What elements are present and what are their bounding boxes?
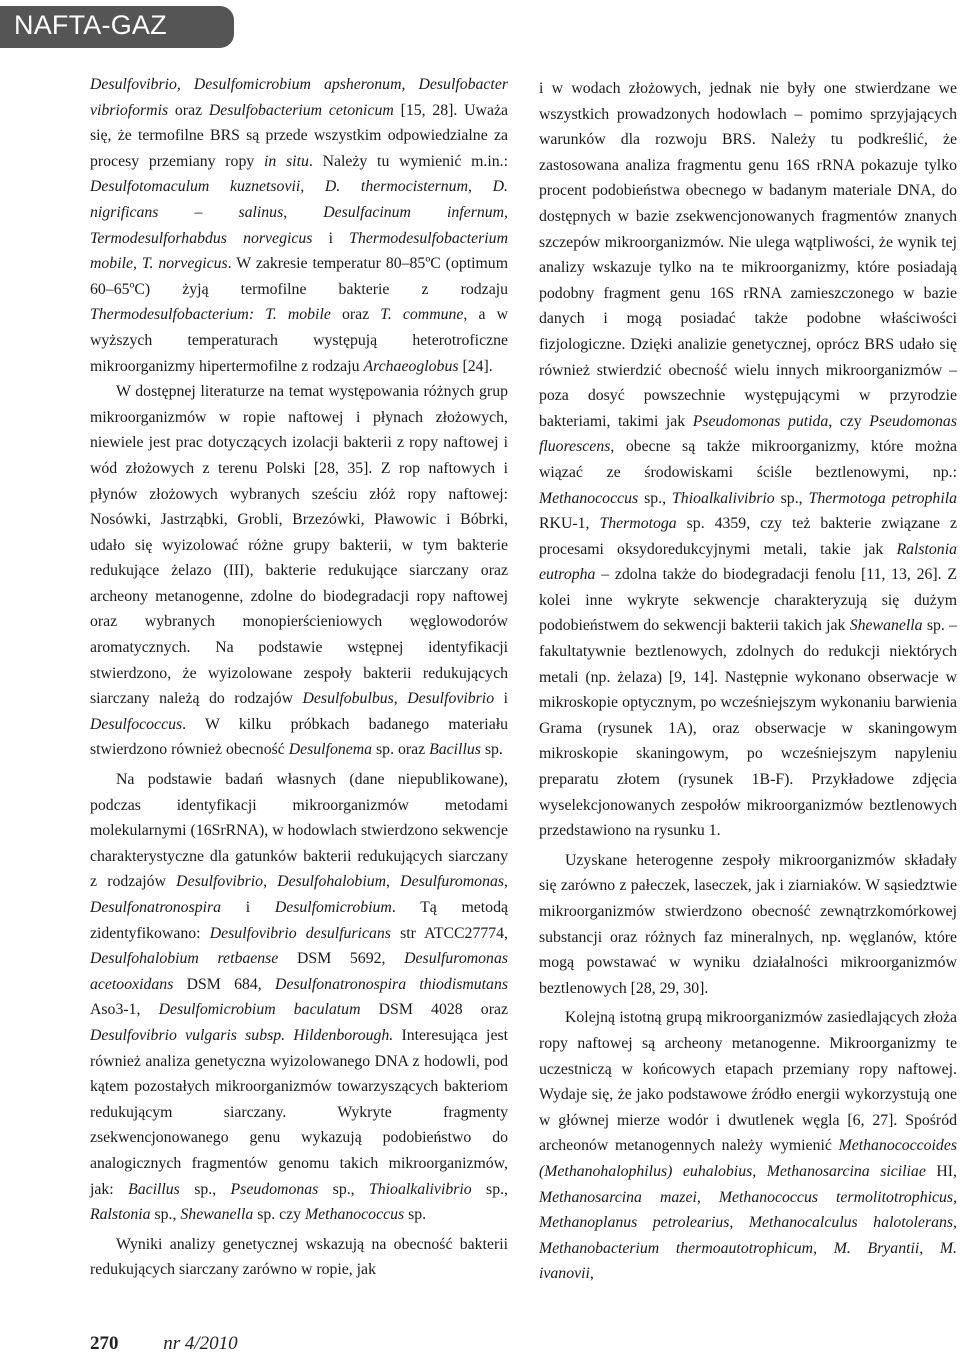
paragraph: W dostępnej literaturze na temat występowania różnych grup mikroorganizmów w ropie naftowej i płynach złożowych, niewiele jest prac dotyczących izolacji bakterii z ropy naftowej i wód złożowych z terenu Polski [28, 35]. Z rop naftowych i płynów złożowych wybranych sześciu złóż ropy naftowej: Nosówki, Jastrząbki, Grobli, Brzezówki, Pławowic i Bóbrki, udało się wyizolować różne grupy bakterii, w tym bakterie redukujące żelazo (III), bakterie redukujące siarczany oraz archeony metanogenne, zdolne do biodegradacji ropy naftowej oraz wybranych monopierścieniowych węglowodorów aromatycznych. Na podstawie wstępnej identyfikacji stwierdzono, że wyizolowane zespoły bakterii redukujących siarczany należą do rodzajów Desulfobulbus, Desulfovibrio i Desulfococcus. W kilku próbkach badanego materiału stwierdzono również obecność Desulfonema sp. oraz Bacillus sp.	[90, 383, 508, 759]
page-number: 270	[90, 1333, 119, 1354]
journal-header-tab	[0, 6, 234, 48]
paragraph: Wyniki analizy genetycznej wskazują na obecność bakterii redukujących siarczany zarówno w ropie, jak	[90, 1235, 508, 1279]
page-footer	[90, 1333, 238, 1355]
issue-label: nr 4/2010	[163, 1333, 238, 1354]
paragraph: i w wodach złożowych, jednak nie były one stwierdzane we wszystkich prowadzonych hodowlach – pomimo sprzyjających warunków dla rozwoju BRS. Należy tu podkreślić, że zastosowana analiza fragmentu genu 16S rRNA pokazuje tylko procent podobieństwa obecnego w badanym materiale DNA, do dostępnych w bazie zsekwencjonowanych fragmentów znanych szczepów mikroorganizmów. Nie ulega wątpliwości, że wynik tej analizy wskazuje tylko na te mikroorganizmy, które posiadają podobny fragment genu 16S rRNA zamieszczonego w bazie danych i mogą posiadać także podobne właściwości fizjologiczne. Dzięki analizie genetycznej, oprócz BRS udało się również stwierdzić obecność wielu innych mikroorganizmów – poza dosyć powszechnie występującymi w przyrodzie bakteriami, takimi jak Pseudomonas putida, czy Pseudomonas fluorescens, obecne są także mikroorganizmy, które można wiązać ze środowiskami ściśle beztlenowymi, np.: Methanococcus sp., Thioalkalivibrio sp., Thermotoga petrophila RKU-1, Thermotoga sp. 4359, czy też bakterie związane z procesami oksydoredukcyjnymi metali, takie jak Ralstonia eutropha – zdolna także do biodegradacji fenolu [11, 13, 26]. Z kolei inne wykryte sekwencje charakteryzują się dużym podobieństwem do sekwencji bakterii takich jak Shewanella sp. – fakultatywnie beztlenowych, zdolnych do redukcji niektórych metali (np. żelaza) [9, 14]. Następnie wykonano obserwacje w mikroskopie optycznym, po wcześniejszym wykonaniu barwienia Grama (rysunek 1A), oraz obserwacje w skaningowym mikroskopie skaningowym, po wcześniejszym napyleniu preparatu złotem (rysunek 1B-F). Przykładowe zdjęcia wyselekcjonowanych zespołów mikroorganizmów beztlenowych przedstawiono na rysunku 1.	[539, 80, 958, 840]
paragraph: Na podstawie badań własnych (dane niepublikowane), podczas identyfikacji mikroorganizmów metodami molekularnymi (16SrRNA), w hodowlach stwierdzono sekwencje charakterystyczne dla gatunków bakterii redukujących siarczany z rodzajów Desulfovibrio, Desulfohalobium, Desulfuromonas, Desulfonatronospira i Desulfomicrobium. Tą metodą zidentyfikowano: Desulfovibrio desulfuricans str ATCC27774, Desulfohalobium retbaense DSM 5692, Desulfuromonas acetooxidans DSM 684, Desulfonatronospira thiodismutans Aso3-1, Desulfomicrobium baculatum DSM 4028 oraz Desulfovibrio vulgaris subsp. Hildenborough. Interesująca jest również analiza genetyczna wyizolowanego DNA z hodowli, pod kątem pozostałych mikroorganizmów towarzyszących bakteriom redukującym siarczany. Wykryte fragmenty zsekwencjonowanego genu wykazują podobieństwo do analogicznych fragmentów genomu takich mikroorganizmów, jak: Bacillus sp., Pseudomonas sp., Thioalkalivibrio sp., Ralstonia sp., Shewanella sp. czy Methanococcus sp.	[90, 771, 509, 1224]
paragraph: Uzyskane heterogenne zespoły mikroorganizmów składały się zarówno z pałeczek, laseczek, jak i ziarniaków. W sąsiedztwie mikroorganizmów stwierdzono obecność zewnątrzkomórkowej substancji oraz różnych faz mineralnych, np. węglanów, które mogą powstawać w wyniku działalności mikroorganizmów beztlenowych [28, 29, 30].	[539, 851, 957, 997]
paragraph: Kolejną istotną grupą mikroorganizmów zasiedlających złoża ropy naftowej są archeony metanogenne. Mikroorganizmy te uczestniczą w końcowych etapach przemiany ropy naftowej. Wydaje się, że jako podstawowe źródło energii wykorzystują one w głównej mierze wodór i dwutlenek węgla [6, 27]. Spośród archeonów metanogennych należy wymienić Methanococcoides (Methanohalophilus) euhalobius, Methanosarcina siciliae HI, Methanosarcina mazei, Methanococcus termolitotrophicus, Methanoplanus petrolearius, Methanocalculus halotolerans, Methanobacterium thermoautotrophicum, M. Bryantii, M. ivanovii,	[539, 1009, 957, 1283]
left-column	[90, 72, 508, 1283]
journal-title: NAFTA-GAZ	[14, 10, 167, 40]
paragraph: Desulfovibrio, Desulfomicrobium apsheronum, Desulfobacter vibrioformis oraz Desulfobacterium cetonicum [15, 28]. Uważa się, że termofilne BRS są przede wszystkim odpowiedzialne za procesy przemiany ropy in situ. Należy tu wymienić m.in.: Desulfotomaculum kuznetsovii, D. thermocisternum, D. nigrificans – salinus, Desulfacinum infernum, Termodesulforhabdus norvegicus i Thermodesulfobacterium mobile, T. norvegicus. W zakresie temperatur 80–85ºC (optimum 60–65ºC) żyją termofilne bakterie z rodzaju Thermodesulfobacterium: T. mobile oraz T. commune, a w wyższych temperaturach występują heterotroficzne mikroorganizmy hipertermofilne z rodzaju Archaeoglobus [24].	[90, 76, 508, 375]
right-column	[539, 76, 957, 1287]
